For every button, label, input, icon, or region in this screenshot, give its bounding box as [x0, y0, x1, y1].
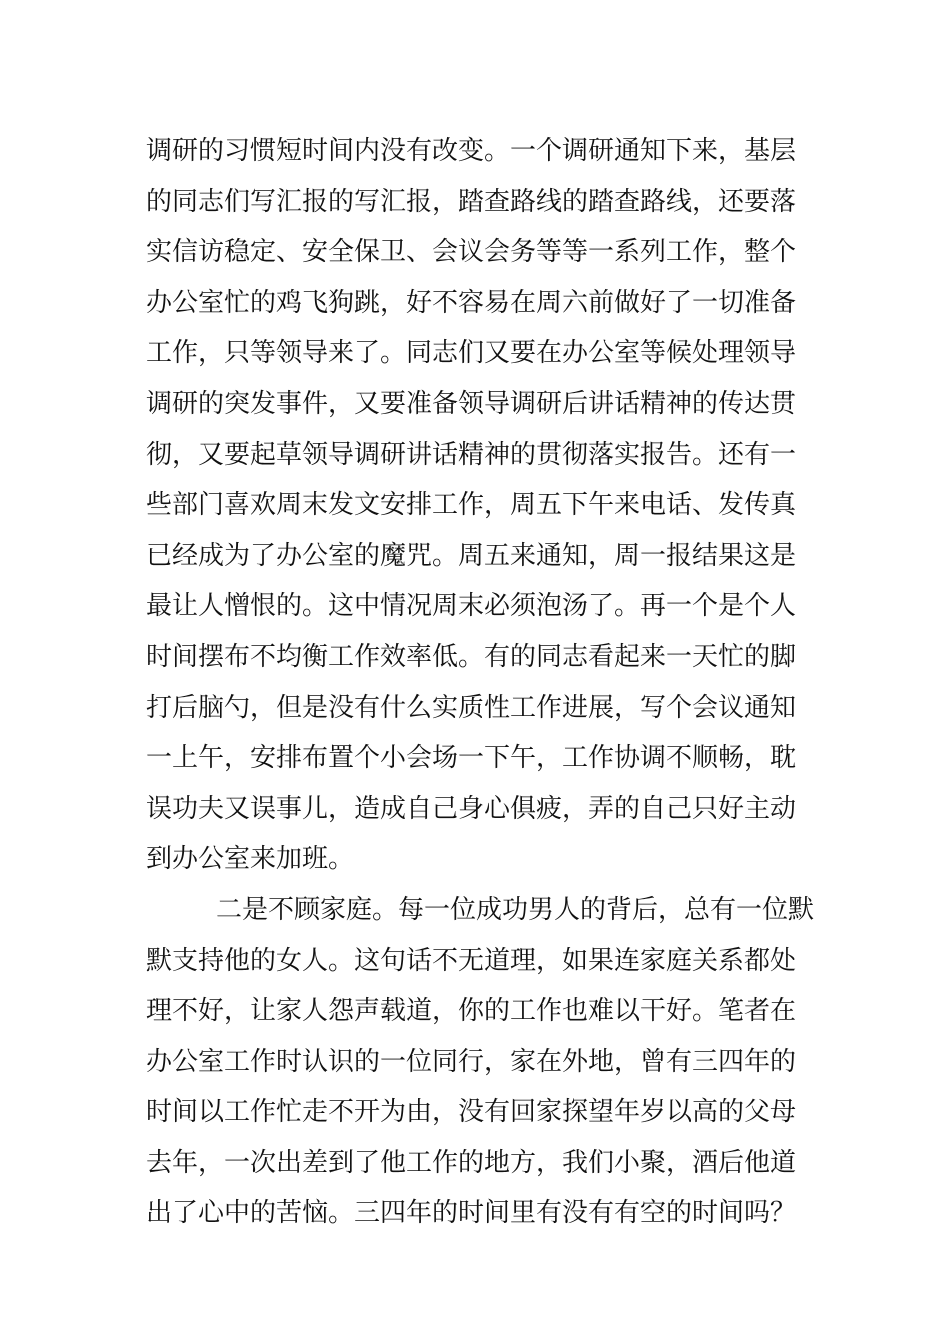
text-line: 时间以工作忙走不开为由，没有回家探望年岁以高的父母: [146, 1097, 797, 1128]
text-line: 办公室工作时认识的一位同行，家在外地，曾有三四年的: [146, 1046, 797, 1077]
text-line: 彻，又要起草领导调研讲话精神的贯彻落实报告。还有一: [146, 439, 797, 470]
text-line: 出了心中的苦恼。三四年的时间里有没有有空的时间吗？: [146, 1198, 797, 1229]
text-line: 调研的突发事件，又要准备领导调研后讲话精神的传达贯: [146, 388, 797, 419]
text-line: 打后脑勺，但是没有什么实质性工作进展，写个会议通知: [146, 692, 797, 723]
text-line: 到办公室来加班。: [146, 844, 355, 875]
text-line: 一上午，安排布置个小会场一下午，工作协调不顺畅，耽: [146, 743, 797, 774]
body-text: [146, 126, 816, 1239]
text-line: 工作，只等领导来了。同志们又要在办公室等候处理领导: [146, 338, 797, 369]
text-line: 的同志们写汇报的写汇报，踏查路线的踏查路线，还要落: [146, 186, 797, 217]
text-line: 已经成为了办公室的魔咒。周五来通知，周一报结果这是: [146, 540, 797, 571]
text-line: 最让人憎恨的。这中情况周末必须泡汤了。再一个是个人: [146, 591, 797, 622]
text-line: 理不好，让家人怨声载道，你的工作也难以干好。笔者在: [146, 996, 797, 1027]
paragraph-start-line: 二是不顾家庭。每一位成功男人的背后，总有一位默: [216, 894, 815, 925]
text-line: 实信访稳定、安全保卫、会议会务等等一系列工作，整个: [146, 237, 797, 268]
text-line: 误功夫又误事儿，造成自己身心俱疲，弄的自己只好主动: [146, 793, 797, 824]
text-line: 时间摆布不均衡工作效率低。有的同志看起来一天忙的脚: [146, 641, 797, 672]
text-line: 调研的习惯短时间内没有改变。一个调研通知下来，基层: [146, 136, 797, 166]
text-line: 默支持他的女人。这句话不无道理，如果连家庭关系都处: [146, 945, 797, 976]
text-line: 些部门喜欢周末发文安排工作，周五下午来电话、发传真: [146, 490, 797, 521]
text-line: 办公室忙的鸡飞狗跳，好不容易在周六前做好了一切准备: [146, 287, 797, 318]
text-line: 去年，一次出差到了他工作的地方，我们小聚，酒后他道: [146, 1147, 797, 1178]
